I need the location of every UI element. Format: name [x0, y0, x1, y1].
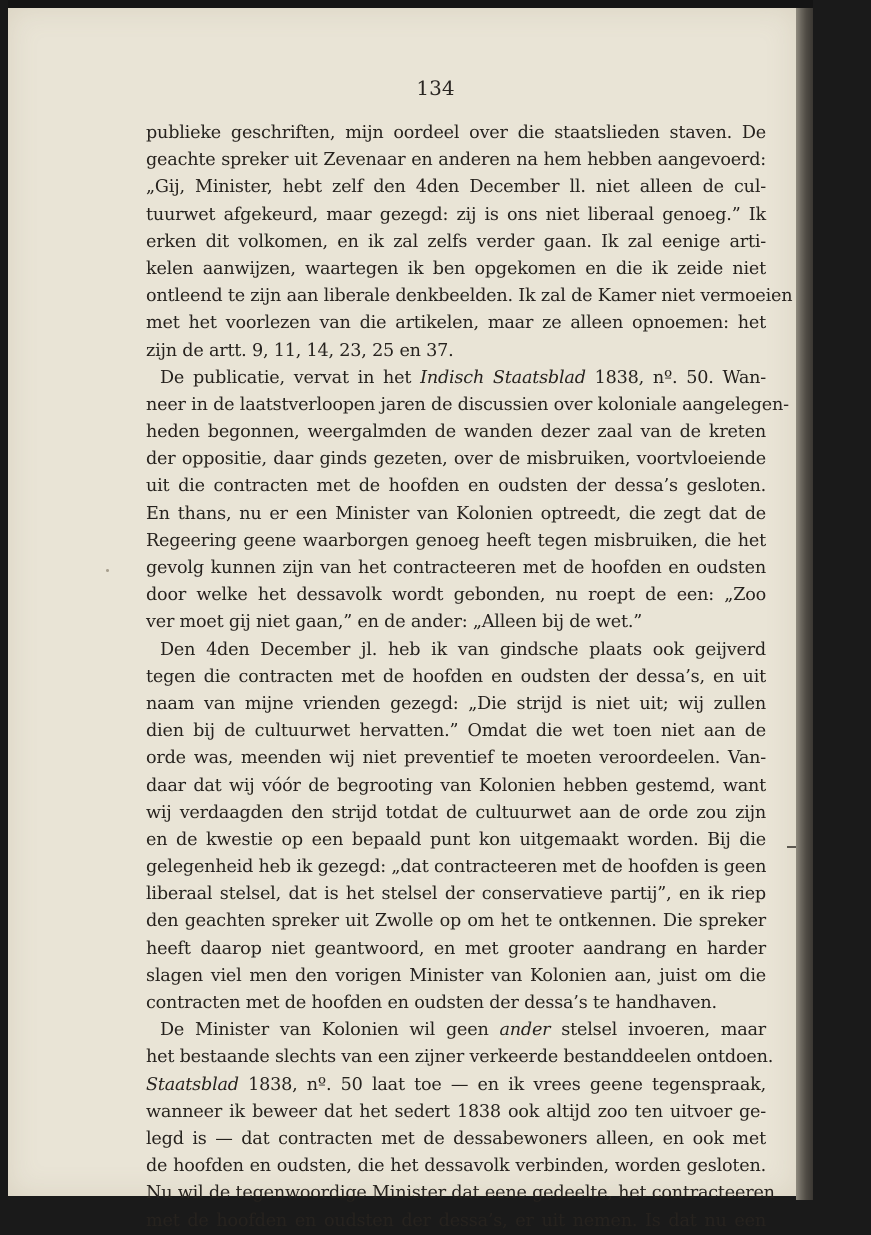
- text-segment: stelsel invoeren, maar: [550, 1020, 766, 1041]
- text-line: [146, 609, 766, 636]
- text-segment: Regeering geene waarborgen genoeg heeft tegen misbruiken, die het: [146, 530, 766, 551]
- text-line: [146, 827, 766, 854]
- text-segment: naam van mijne vrienden gezegd: „Die strijd is niet uit; wij zullen: [146, 693, 766, 714]
- text-line: [146, 365, 766, 392]
- text-line: [146, 338, 766, 365]
- text-segment: der oppositie, daar ginds gezeten, over de misbruiken, voortvloeiende: [146, 449, 766, 470]
- text-line: [146, 936, 766, 963]
- text-line: [146, 256, 766, 283]
- text-line: [146, 664, 766, 691]
- text-segment: gevolg kunnen zijn van het contracteeren met de hoofden en oudsten: [146, 558, 766, 578]
- text-segment: met de hoofden en oudsten der dessa’s, er uit nemen. Is dat nu een: [146, 1210, 766, 1231]
- text-line: [146, 1180, 775, 1207]
- text-segment: den geachten spreker uit Zwolle op om het te ontkennen. Die spreker: [146, 911, 766, 932]
- text-segment: orde was, meenden wij niet preventief te moeten veroordeelen. Van-: [146, 748, 766, 769]
- text-line: [146, 147, 766, 174]
- text-segment: wanneer ik beweer dat het sedert 1838 ook altijd zoo ten uitvoer ge-: [146, 1101, 766, 1122]
- text-line: [146, 1153, 766, 1180]
- book-spine-edge: [796, 8, 813, 1200]
- text-segment: dien bij de cultuurwet hervatten.” Omdat die wet toen niet aan de: [146, 721, 766, 742]
- text-line: [146, 637, 766, 664]
- text-line: [146, 310, 766, 337]
- text-line: [146, 229, 766, 256]
- text-line: [146, 990, 766, 1017]
- text-segment: zijn de artt. 9, 11, 14, 23, 25 en 37.: [146, 340, 454, 361]
- text-segment: tuurwet afgekeurd, maar gezegd: zij is ons niet liberaal genoeg.” Ik: [146, 204, 766, 225]
- text-line: [146, 773, 766, 800]
- text-line: [146, 908, 766, 935]
- text-line: [146, 800, 766, 827]
- text-segment: ver moet gij niet gaan,” en de ander: „Alleen bij de wet.”: [146, 612, 643, 633]
- text-segment: met het voorlezen van die artikelen, maar ze alleen opnoemen: het: [146, 313, 766, 334]
- text-segment: heden begonnen, weergalmden de wanden dezer zaal van de kreten: [146, 422, 766, 443]
- text-segment: En thans, nu er een Minister van Kolonien optreedt, die zegt dat de: [146, 503, 766, 524]
- text-segment: kelen aanwijzen, waartegen ik ben opgekomen en die ik zeide niet: [146, 258, 766, 279]
- text-segment: Nu wil de tegenwoordige Minister dat eene gedeelte, het contracteeren: [146, 1183, 775, 1204]
- text-segment: wij verdaagden den strijd totdat de cultuurwet aan de orde zou zijn: [146, 802, 766, 823]
- page-number: 134: [416, 76, 455, 100]
- italic-text: Staatsblad: [146, 1074, 239, 1095]
- scan-top-border: [0, 0, 813, 8]
- text-line: [146, 446, 766, 473]
- text-line: [146, 1099, 766, 1126]
- text-line: [146, 392, 789, 419]
- text-segment: 1838, nº. 50 laat toe — en ik vrees geene tegenspraak,: [238, 1074, 766, 1095]
- text-segment: legd is — dat contracten met de dessabewoners alleen, en ook met: [146, 1128, 766, 1149]
- text-line: [146, 202, 766, 229]
- text-segment: tegen die contracten met de hoofden en oudsten der dessa’s, en uit: [146, 666, 766, 687]
- text-segment: daar dat wij vóór de begrooting van Kolonien hebben gestemd, want: [146, 775, 766, 796]
- text-line: [146, 473, 766, 500]
- text-line: [146, 582, 766, 609]
- text-line: [146, 881, 766, 908]
- text-segment: neer in de laatstverloopen jaren de discussien over koloniale aangelegen-: [146, 394, 789, 415]
- text-segment: erken dit volkomen, en ik zal zelfs verder gaan. Ik zal eenige arti-: [146, 231, 766, 252]
- text-line: [146, 691, 766, 718]
- text-segment: ontleend te zijn aan liberale denkbeelden. Ik zal de Kamer niet vermoeien: [146, 286, 793, 307]
- text-segment: Den 4den December jl. heb ik van gindsche plaats ook geijverd: [160, 639, 766, 660]
- italic-text: ander: [499, 1020, 551, 1041]
- text-line: [146, 419, 766, 446]
- text-segment: en de kwestie op een bepaald punt kon uitgemaakt worden. Bij die: [146, 829, 766, 850]
- text-line: [146, 528, 766, 555]
- text-line: [146, 1072, 766, 1099]
- page-mark: [787, 846, 796, 848]
- text-segment: „Gij, Minister, hebt zelf den 4den December ll. niet alleen de cul-: [146, 177, 766, 198]
- text-segment: publieke geschriften, mijn oordeel over die staatslieden staven. De: [146, 123, 766, 143]
- dust-speck: [106, 569, 109, 572]
- paragraph: [146, 637, 766, 1018]
- text-line: [146, 501, 766, 528]
- text-line: [146, 1017, 766, 1044]
- scan-left-border: [0, 0, 8, 1200]
- body-text: [146, 120, 793, 1235]
- text-segment: contracten met de hoofden en oudsten der dessa’s te handhaven.: [146, 993, 717, 1013]
- paragraph: [146, 120, 793, 365]
- text-segment: heeft daarop niet geantwoord, en met grooter aandrang en harder: [146, 938, 766, 959]
- text-segment: slagen viel men den vorigen Minister van Kolonien aan, juist om die: [146, 965, 766, 986]
- paragraph: [146, 1017, 775, 1235]
- text-line: [146, 718, 766, 745]
- italic-text: Indisch Staatsblad: [420, 367, 586, 388]
- text-line: [146, 1044, 774, 1071]
- text-segment: 1838, nº. 50. Wan-: [585, 367, 767, 388]
- text-line: [146, 555, 766, 582]
- text-segment: de hoofden en oudsten, die het dessavolk verbinden, worden gesloten.: [146, 1156, 766, 1177]
- text-line: [146, 120, 766, 147]
- text-line: [146, 963, 766, 990]
- text-segment: De Minister van Kolonien wil geen: [160, 1020, 500, 1041]
- text-line: [146, 854, 766, 881]
- text-line: [146, 174, 766, 201]
- text-segment: gelegenheid heb ik gezegd: „dat contracteeren met de hoofden is geen: [146, 857, 767, 878]
- text-segment: geachte spreker uit Zevenaar en anderen na hem hebben aangevoerd:: [146, 150, 766, 171]
- text-segment: uit die contracten met de hoofden en oudsten der dessa’s gesloten.: [146, 476, 766, 497]
- paragraph: [146, 365, 789, 637]
- text-line: [146, 283, 793, 310]
- text-segment: door welke het dessavolk wordt gebonden, nu roept de een: „Zoo: [146, 585, 766, 606]
- text-line: [146, 1208, 766, 1235]
- text-segment: liberaal stelsel, dat is het stelsel der conservatieve partij”, en ik riep: [146, 884, 766, 905]
- text-line: [146, 745, 766, 772]
- text-segment: De publicatie, vervat in het: [160, 367, 421, 388]
- text-segment: het bestaande slechts van een zijner verkeerde bestanddeelen ontdoen.: [146, 1047, 774, 1068]
- text-line: [146, 1126, 766, 1153]
